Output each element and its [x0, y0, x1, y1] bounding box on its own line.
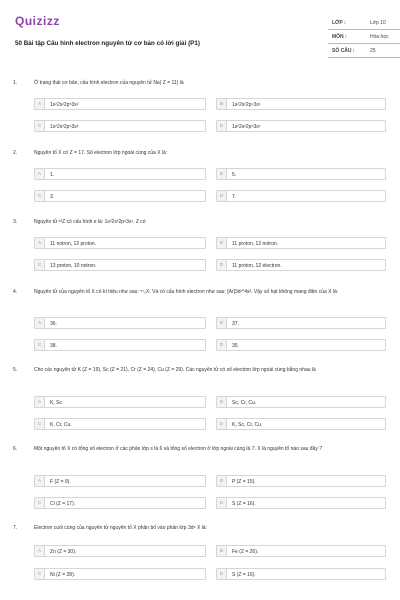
option-a[interactable] — [34, 317, 206, 329]
option-b[interactable] — [216, 98, 386, 110]
option-letter: A — [35, 476, 45, 486]
option-text: 11 notron, 12 proton. — [50, 240, 97, 247]
question-text: Electron cuối cùng của nguyên tử nguyên tố X phân bố vào phân lớp 3d⁶ X là: — [34, 525, 207, 531]
option-letter: C — [35, 340, 45, 350]
option-text: S (Z = 16). — [232, 500, 256, 507]
option-b[interactable] — [216, 237, 386, 249]
document-title: 50 Bài tập Cấu hình electron nguyên tử cơ bản có lời giải (P1) — [15, 40, 200, 47]
option-c[interactable] — [34, 339, 206, 351]
meta-row-class — [328, 16, 400, 30]
option-c[interactable] — [34, 190, 206, 202]
option-letter: C — [35, 498, 45, 508]
option-c[interactable] — [34, 568, 206, 580]
option-letter: C — [35, 121, 45, 131]
option-text: Ni (Z = 28). — [50, 571, 76, 578]
option-letter: B — [217, 99, 227, 109]
option-text: 1s²2s²2p⁴3s¹ — [232, 101, 261, 108]
option-c[interactable] — [34, 418, 206, 430]
option-text: K, Cr, Cu. — [50, 421, 72, 428]
document-header — [10, 8, 390, 63]
meta-key: MÔN : — [332, 34, 347, 40]
option-text: Cl (Z = 17). — [50, 500, 76, 507]
option-text: 1s²2s²2p⁵3s² — [50, 101, 79, 108]
option-c[interactable] — [34, 120, 206, 132]
option-d[interactable] — [216, 259, 386, 271]
option-letter: D — [217, 569, 227, 579]
option-letter: A — [35, 397, 45, 407]
option-text: F (Z = 9). — [50, 478, 71, 485]
option-text: 5. — [232, 171, 237, 178]
question-number: 2. — [13, 150, 18, 156]
meta-table — [328, 16, 400, 58]
option-letter: D — [217, 121, 227, 131]
option-text: 37. — [232, 320, 239, 327]
option-letter: A — [35, 546, 45, 556]
option-text: 7. — [232, 193, 237, 200]
option-c[interactable] — [34, 259, 206, 271]
option-text: 1s²2s²2p⁶3s² — [50, 123, 79, 130]
option-letter: A — [35, 238, 45, 248]
option-d[interactable] — [216, 568, 386, 580]
option-letter: A — [35, 169, 45, 179]
option-text: Zn (Z = 30). — [50, 548, 77, 555]
option-text: 38. — [50, 342, 57, 349]
option-a[interactable] — [34, 98, 206, 110]
option-text: 3. — [50, 193, 55, 200]
option-text: Sc, Cr, Cu. — [232, 399, 257, 406]
option-text: 11 proton, 12 electron. — [232, 262, 282, 269]
option-a[interactable] — [34, 545, 206, 557]
question-number: 5. — [13, 367, 18, 373]
question-text: Một nguyên tố X có tổng số electron ở các phân lớp s là 6 và tổng số electron ở lớp ngoài cùng là 7. X là nguyên tố nào sau đây ? — [34, 446, 323, 452]
option-b[interactable] — [216, 396, 386, 408]
meta-key: LỚP : — [332, 20, 346, 26]
option-letter: B — [217, 397, 227, 407]
option-letter: D — [217, 191, 227, 201]
option-text: 36. — [50, 320, 57, 327]
option-text: 11 proton, 12 notron. — [232, 240, 279, 247]
option-b[interactable] — [216, 545, 386, 557]
option-text: 1s²2s²2p⁶3s¹ — [232, 123, 261, 130]
option-d[interactable] — [216, 339, 386, 351]
option-d[interactable] — [216, 120, 386, 132]
option-text: K, Sc, Cr, Cu. — [232, 421, 263, 428]
option-letter: C — [35, 569, 45, 579]
option-a[interactable] — [34, 237, 206, 249]
option-d[interactable] — [216, 418, 386, 430]
meta-row-subject — [328, 30, 400, 44]
meta-value: 25 — [370, 48, 376, 54]
option-letter: B — [217, 476, 227, 486]
quizizz-logo: Quizizz — [15, 14, 60, 28]
question-text: Cho các nguyên tử K (Z = 19), Sc (Z = 21), Cr (Z = 24), Cu (Z = 29). Các nguyên tử có số electron lớp ngoài cùng bằng nhau là — [34, 367, 316, 373]
option-text: Fe (Z = 26). — [232, 548, 259, 555]
option-letter: B — [217, 546, 227, 556]
option-letter: D — [217, 260, 227, 270]
question-number: 3. — [13, 219, 18, 225]
question-number: 6. — [13, 446, 18, 452]
option-letter: B — [217, 238, 227, 248]
question-number: 1. — [13, 80, 18, 86]
option-letter: B — [217, 318, 227, 328]
option-letter: D — [217, 498, 227, 508]
option-text: S (Z = 16). — [232, 571, 256, 578]
option-letter: A — [35, 99, 45, 109]
option-letter: D — [217, 340, 227, 350]
option-text: 35. — [232, 342, 239, 349]
meta-row-count — [328, 44, 400, 58]
option-letter: C — [35, 191, 45, 201]
option-letter: C — [35, 260, 45, 270]
question-text: Nguyên tố X có Z = 17. Số electron lớp ngoài cùng của X là: — [34, 150, 168, 156]
option-c[interactable] — [34, 497, 206, 509]
option-d[interactable] — [216, 190, 386, 202]
option-a[interactable] — [34, 475, 206, 487]
option-letter: B — [217, 169, 227, 179]
question-number: 4. — [13, 289, 18, 295]
option-text: 1. — [50, 171, 55, 178]
option-b[interactable] — [216, 317, 386, 329]
question-number: 7. — [13, 525, 18, 531]
meta-key: SỐ CÂU : — [332, 48, 355, 54]
option-a[interactable] — [34, 168, 206, 180]
option-letter: C — [35, 419, 45, 429]
option-text: 13 proton, 10 notron. — [50, 262, 97, 269]
question-text: Ở trạng thái cơ bản, cấu hình electron của nguyên tử Na( Z = 11) là — [34, 80, 184, 86]
option-b[interactable] — [216, 475, 386, 487]
question-text: Nguyên tử của nguyên tố X có kí hiệu như sau: ⁵⁷₂X. Và có cấu hình electron như sau: [Ar]3d¹⁰4s². Vậy số hạt không mang điện của X là: — [34, 289, 339, 295]
option-a[interactable] — [34, 396, 206, 408]
option-text: K, Sc. — [50, 399, 64, 406]
option-d[interactable] — [216, 497, 386, 509]
option-letter: D — [217, 419, 227, 429]
option-letter: A — [35, 318, 45, 328]
option-text: P (Z = 15). — [232, 478, 256, 485]
option-b[interactable] — [216, 168, 386, 180]
meta-value: Lớp 10 — [370, 20, 386, 26]
question-text: Nguyên tử ²³Z có cấu hình e là: 1s²2s²2p⁶3s¹. Z có — [34, 219, 146, 225]
meta-value: Hóa học — [370, 34, 389, 40]
